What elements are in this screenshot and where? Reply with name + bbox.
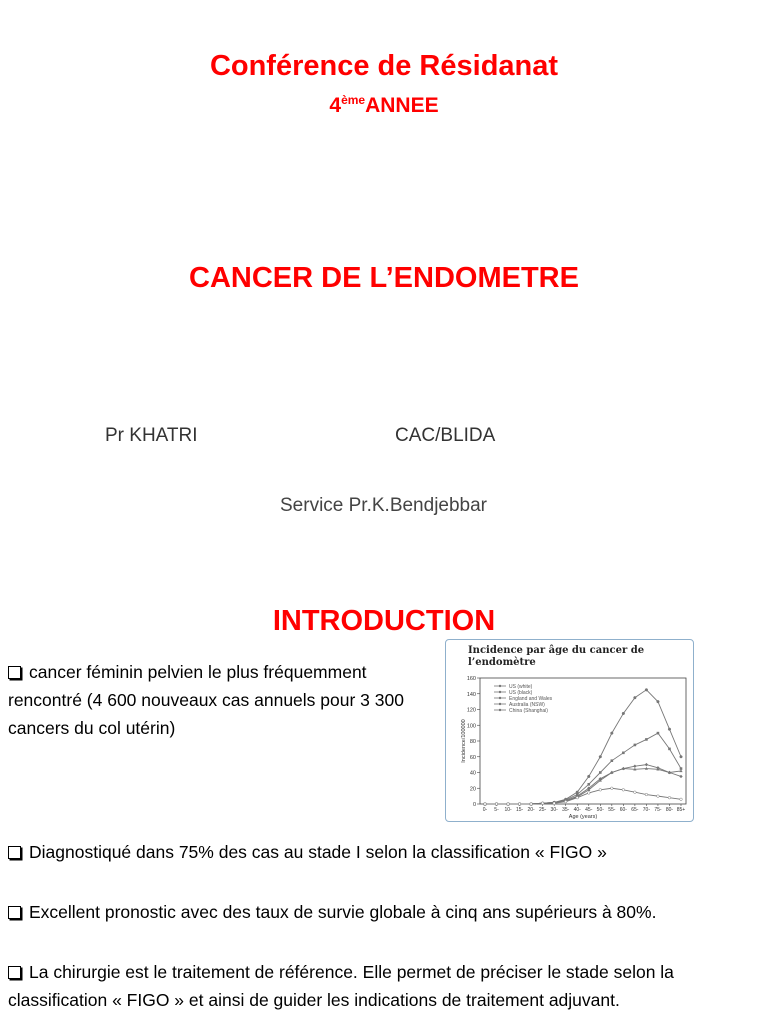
introduction-title: INTRODUCTION [272,605,496,637]
data-point [622,712,625,715]
data-point [518,803,521,806]
x-tick-label: 15- [515,807,524,813]
data-point [645,738,648,741]
x-tick-label: 10- [504,807,512,813]
data-point [645,793,648,796]
y-tick-label: 20 [469,786,476,793]
x-tick-label: 35- [562,807,570,813]
legend-label: China (Shanghai) [509,708,548,714]
data-point [668,728,671,731]
data-point [680,755,683,758]
data-point [622,752,625,755]
x-tick-label: 30- [550,807,558,813]
data-point [668,796,671,799]
legend-marker [499,709,501,711]
data-point [587,775,590,778]
data-point [507,803,510,806]
year-superscript: ème [341,93,366,107]
legend-marker [499,691,501,693]
data-point [657,795,660,798]
data-point [599,789,602,792]
incidence-chart [445,668,694,822]
legend-marker [499,685,501,687]
y-tick-label: 0 [472,802,476,808]
data-point [679,775,682,778]
data-point [634,744,637,747]
x-tick-label: 55- [608,807,616,813]
data-point [576,796,579,799]
x-tick-label: 75- [654,807,662,813]
x-tick-label: 65- [631,807,639,813]
x-tick-label: 45- [585,807,593,813]
paragraph-text: La chirurgie est le traitement de référence. Elle permet de préciser le stade selon la classification « FIGO » et ainsi de guider les indications de traitement adjuvant. [8,962,674,1010]
y-axis-label: Incidence/100000 [461,719,467,763]
data-point [645,763,648,766]
legend-label: England and Wales [509,696,553,702]
data-point [599,771,602,774]
data-point [622,789,625,792]
x-tick-label: 25- [539,807,547,813]
checkbox-bullet-icon [8,666,21,679]
data-point [633,765,636,768]
paragraph-text: cancer féminin pelvien le plus fréquemment rencontré (4 600 nouveaux cas annuels pour 3 300 cancers du col utérin) [8,662,404,738]
data-point [611,732,614,735]
data-point [541,802,544,805]
data-point [668,748,671,751]
checkbox-bullet-icon [8,846,21,859]
checkbox-bullet-icon [8,906,21,919]
x-axis-label: Age (years) [568,814,598,820]
y-tick-label: 60 [469,754,476,761]
x-tick-label: 5- [494,807,499,813]
data-point [634,791,637,794]
y-tick-label: 100 [466,723,476,730]
data-point [611,759,614,762]
paragraph-text: Diagnostiqué dans 75% des cas au stade I selon la classification « FIGO » [29,842,607,862]
x-tick-label: 50- [596,807,604,813]
data-point [587,783,590,786]
author-name: Pr KHATRI [105,425,198,446]
main-title: CANCER DE L’ENDOMETRE [189,262,579,294]
data-point [553,802,556,805]
legend-label: Australia (NSW) [509,702,545,708]
x-tick-label: 0- [482,807,488,813]
data-point [680,798,683,801]
author-service: Service Pr.K.Bendjebbar [280,495,488,516]
series-line [485,788,681,804]
intro-paragraph-3 [8,898,768,926]
y-tick-label: 40 [469,770,476,777]
data-point [599,755,602,758]
data-point [587,792,590,795]
conference-title: Conférence de Résidanat [209,50,559,82]
year-text: ANNEE [365,94,439,117]
x-tick-label: 40- [573,807,581,813]
legend-marker [499,703,501,705]
intro-paragraph-1 [8,658,428,742]
x-tick-label: 60- [619,807,627,813]
y-tick-label: 160 [466,676,476,682]
data-point [576,791,579,794]
author-institution: CAC/BLIDA [395,425,496,446]
chart-title: Incidence par âge du cancer de l’endomètre [468,645,645,668]
data-point [634,696,637,699]
data-point [530,803,533,806]
checkbox-bullet-icon [8,966,21,979]
x-tick-label: 70- [642,807,651,813]
x-tick-label: 85+ [676,807,686,813]
legend-label: US (white) [509,684,533,690]
y-tick-label: 140 [466,691,476,698]
x-tick-label: 20- [527,807,535,813]
data-point [495,803,498,806]
data-point [645,689,648,692]
y-tick-label: 80 [469,739,476,745]
year-label [0,93,768,118]
data-point [657,732,660,735]
year-number: 4 [329,94,342,117]
data-point [484,803,487,806]
intro-paragraph-2 [8,838,768,866]
x-tick-label: 80- [665,807,674,813]
legend-marker [499,697,501,699]
paragraph-text: Excellent pronostic avec des taux de survie globale à cinq ans supérieurs à 80%. [29,902,657,922]
data-point [611,787,614,790]
y-tick-label: 120 [466,707,476,714]
intro-paragraph-4 [8,958,768,1014]
data-point [657,700,660,703]
data-point [564,800,567,803]
series-line [485,769,681,804]
legend-label: US (black) [509,690,533,696]
